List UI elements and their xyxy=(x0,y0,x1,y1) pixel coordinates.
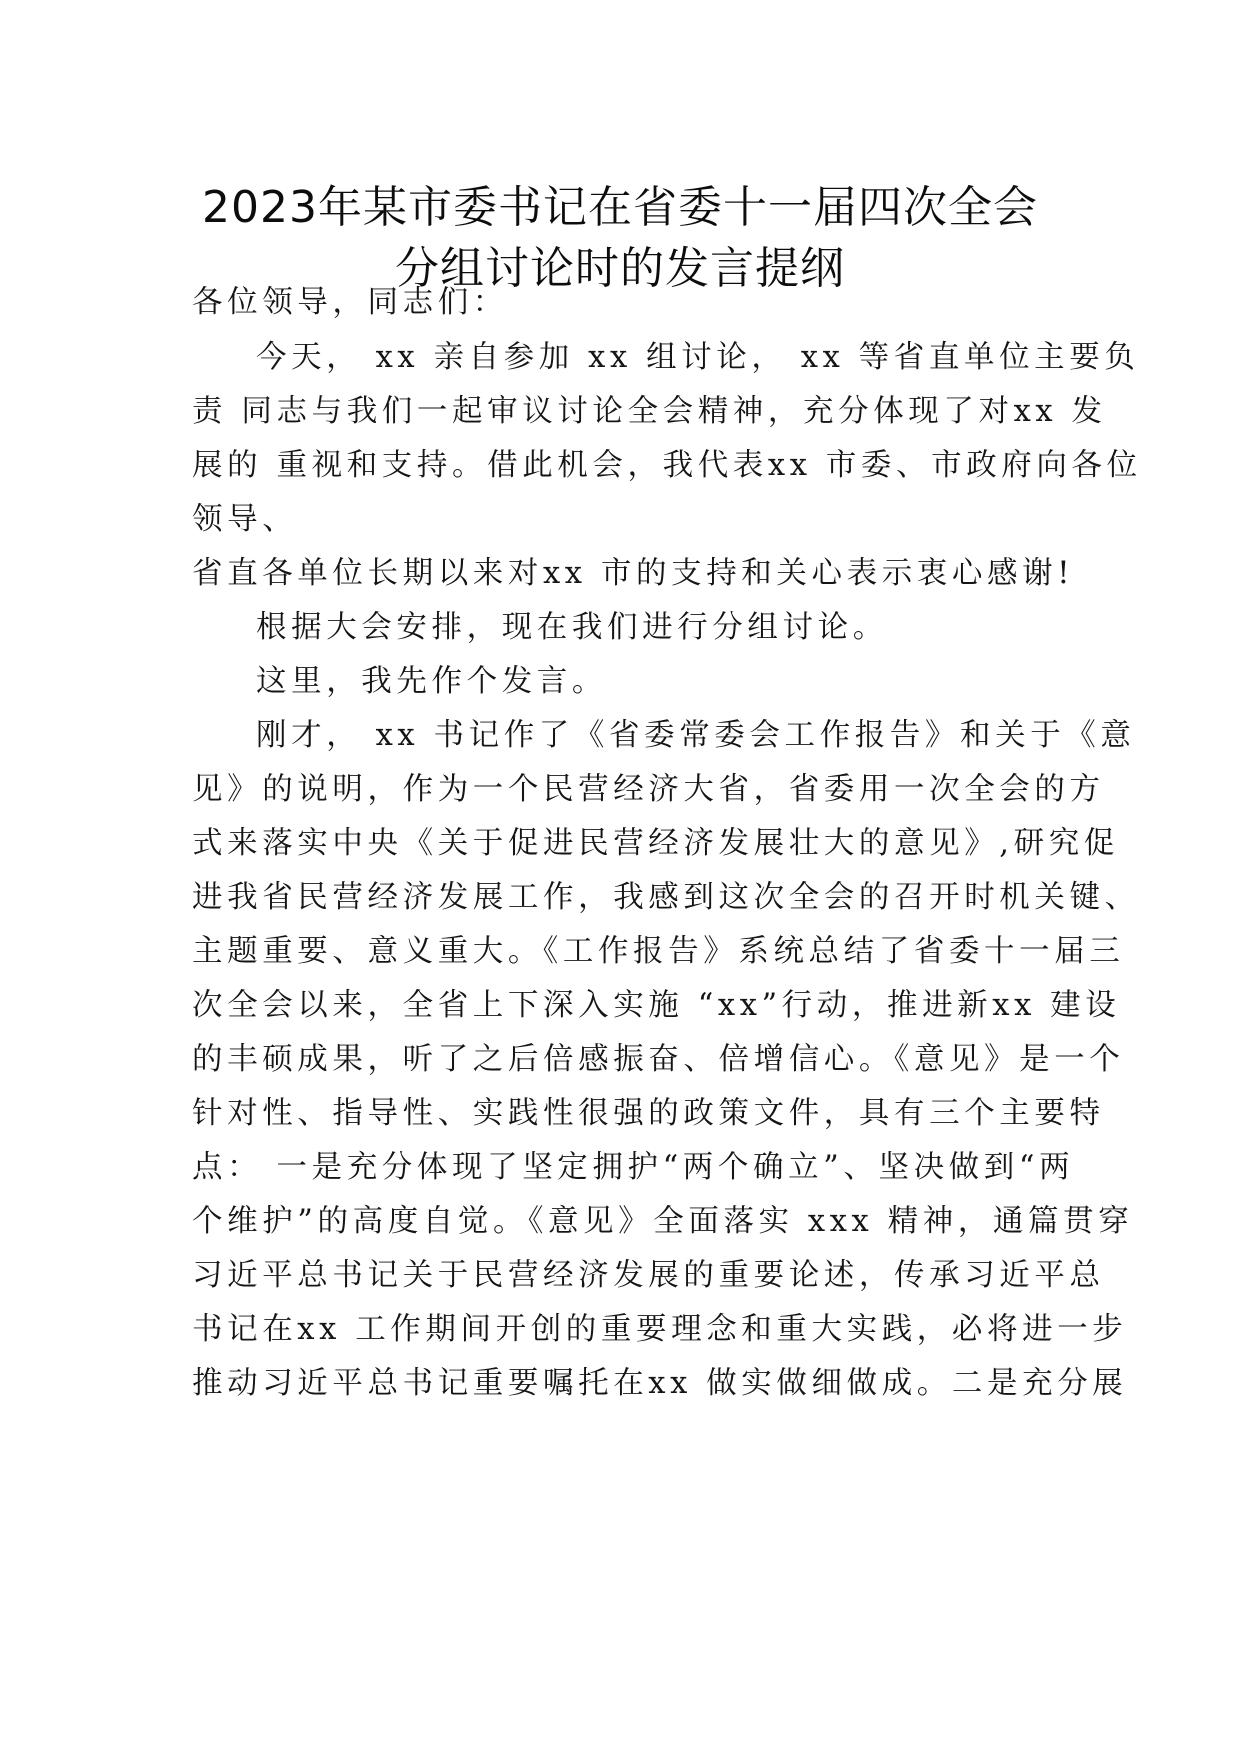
body-line: 领导、 xyxy=(192,502,298,537)
body-line: 书记在xx 工作期间开创的重要理念和重大实践，必将进一步 xyxy=(192,1312,1128,1347)
body-line: 主题重要、意义重大。《工作报告》系统总结了省委十一届三 xyxy=(192,934,1125,969)
body-line: 进我省民营经济发展工作，我感到这次全会的召开时机关键、 xyxy=(192,880,1140,915)
body-line: 个维护”的高度自觉。《意见》全面落实 xxx 精神，通篇贯穿 xyxy=(192,1204,1134,1239)
body-line: 展的 重视和支持。借此机会，我代表xx 市委、市政府向各位 xyxy=(192,448,1142,483)
body-line: 今天， xx 亲自参加 xx 组讨论， xx 等省直单位主要负 xyxy=(256,340,1140,375)
body-line: 省直各单位长期以来对xx 市的支持和关心表示衷心感谢! xyxy=(192,556,1075,591)
body-line: 刚才， xx 书记作了《省委常委会工作报告》和关于《意 xyxy=(256,718,1136,753)
document-title-line-1: 2023年某市委书记在省委十一届四次全会 xyxy=(202,182,1038,233)
body-line: 推动习近平总书记重要嘱托在xx 做实做细做成。二是充分展 xyxy=(192,1366,1128,1401)
body-line: 的丰硕成果，听了之后倍感振奋、倍增信心。《意见》是一个 xyxy=(192,1042,1125,1077)
body-line: 针对性、指导性、实践性很强的政策文件，具有三个主要特 xyxy=(192,1096,1105,1131)
body-line: 责 同志与我们一起审议讨论全会精神，充分体现了对xx 发 xyxy=(192,394,1107,429)
body-line: 式来落实中央《关于促进民营经济发展壮大的意见》,研究促 xyxy=(192,826,1119,861)
body-line: 根据大会安排，现在我们进行分组讨论。 xyxy=(256,610,888,645)
body-line: 次全会以来，全省上下深入实施 “xx”行动，推进新xx 建设 xyxy=(192,988,1121,1023)
document-title-line-2: 分组讨论时的发言提纲 xyxy=(395,243,845,294)
body-line: 点： 一是充分体现了坚定拥护“两个确立”、坚决做到“两 xyxy=(192,1150,1075,1185)
body-line: 习近平总书记关于民营经济发展的重要论述，传承习近平总 xyxy=(192,1258,1105,1293)
body-line: 见》的说明，作为一个民营经济大省，省委用一次全会的方 xyxy=(192,772,1105,807)
salutation: 各位领导，同志们： xyxy=(192,285,508,320)
body-line: 这里，我先作个发言。 xyxy=(256,664,607,699)
